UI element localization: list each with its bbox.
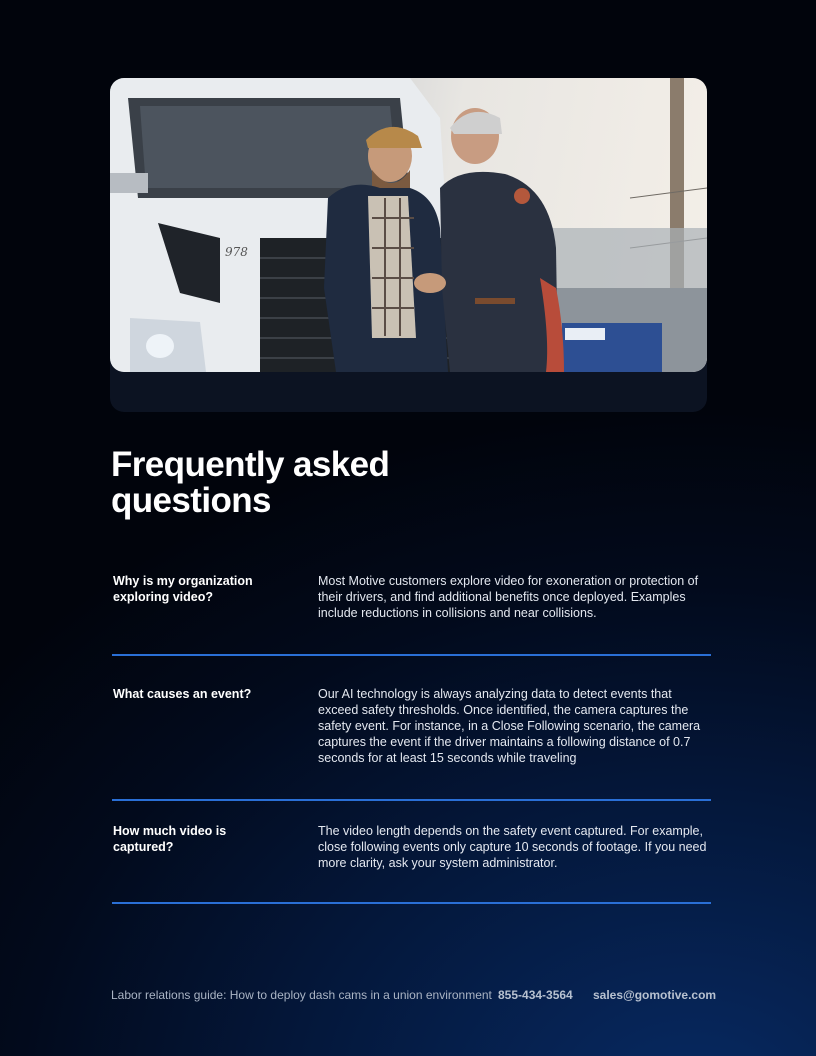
page-title [111,447,471,519]
faq-divider [112,902,711,904]
truck-number: 978 [225,245,248,259]
footer-guide-title: Labor relations guide: How to deploy dash cams in a union environment [111,988,492,1002]
faq-question: What causes an event? [113,687,252,701]
footer-email[interactable]: sales@gomotive.com [593,988,717,1002]
page-title-line1: Frequently asked [111,445,390,484]
faq-answer: Our AI technology is always analyzing data to detect events that exceed safety thresholds. Once identified, the camera captures the safety event. For instance, in a Close Following scenario, the camera captures the event if the driver maintains a following distance of 0.7 seconds for at least 15 seconds while traveling [318,687,701,765]
faq-divider [112,654,711,656]
faq-answer: Most Motive customers explore video for exoneration or protection of their drivers, and find additional benefits once deployed. Examples include reductions in collisions and near collisions. [318,574,699,620]
page-title-line2: questions [111,481,271,520]
faq-divider [112,799,711,801]
photo-illustration [110,78,707,372]
faq-question: Why is my organization exploring video? [113,574,253,604]
faq-answer: The video length depends on the safety event captured. For example, close following events only capture 10 seconds of footage. If you need more clarity, ask your system administrator. [318,824,707,870]
hero-photo [110,78,707,372]
footer-phone[interactable]: 855-434-3564 [498,988,573,1002]
faq-question: How much video is captured? [113,824,227,854]
